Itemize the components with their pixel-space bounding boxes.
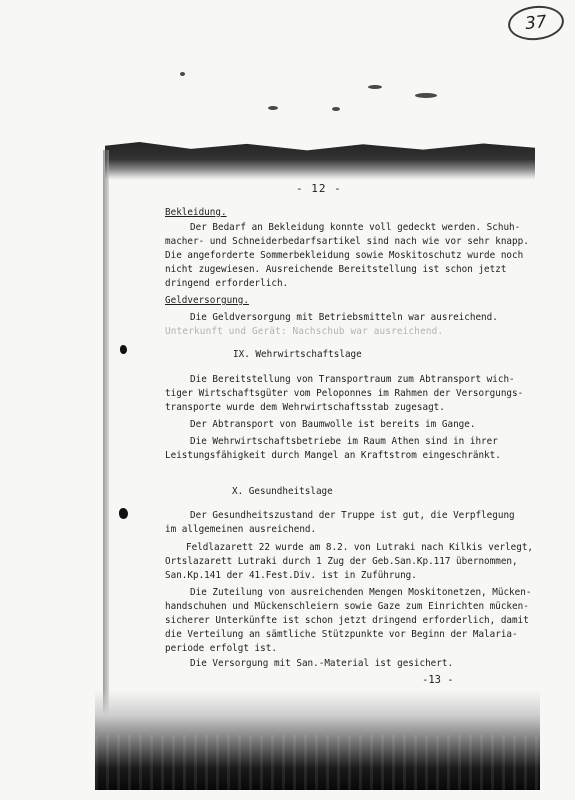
next-page-marker: -13 - bbox=[422, 674, 454, 686]
text-line: Die Versorgung mit San.-Material ist gesichert. bbox=[190, 658, 454, 669]
speck bbox=[268, 106, 278, 110]
text-line: im allgemeinen ausreichend. bbox=[165, 524, 317, 535]
scan-streaks bbox=[95, 735, 540, 790]
text-line: Die angeforderte Sommerbekleidung sowie Moskitoschutz wurde noch bbox=[165, 250, 524, 261]
text-line: handschuhen und Mückenschleiern sowie Gaze zum Einrichten mücken- bbox=[165, 601, 529, 612]
text-line: nicht zugewiesen. Ausreichende Bereitstellung ist schon jetzt bbox=[165, 264, 507, 275]
text-line: transporte wurde dem Wehrwirtschaftsstab zugesagt. bbox=[165, 402, 445, 413]
text-line: die Verteilung an sämtliche Stützpunkte vor Beginn der Malaria- bbox=[165, 629, 518, 640]
speck bbox=[368, 85, 382, 89]
heading-gesundheitslage: X. Gesundheitslage bbox=[232, 486, 333, 497]
text-line: Die Wehrwirtschaftsbetriebe im Raum Athen sind in ihrer bbox=[190, 436, 498, 447]
text-line: macher- und Schneiderbedarfsartikel sind nach wie vor sehr knapp. bbox=[165, 236, 529, 247]
faint-text-line: Unterkunft und Gerät: Nachschub war ausreichend. bbox=[165, 326, 444, 337]
page-number: - 12 - bbox=[296, 182, 342, 195]
text-line: Feldlazarett 22 wurde am 8.2. von Lutraki nach Kilkis verlegt, bbox=[186, 542, 534, 553]
text-line: dringend erforderlich. bbox=[165, 278, 289, 289]
ink-blot bbox=[119, 508, 128, 519]
text-line: tiger Wirtschaftsgüter vom Peloponnes im Rahmen der Versorgungs- bbox=[165, 388, 524, 399]
text-line: Die Geldversorgung mit Betriebsmitteln war ausreichend. bbox=[190, 312, 498, 323]
heading-geldversorgung: Geldversorgung. bbox=[165, 295, 249, 306]
scan-edge-left bbox=[103, 150, 109, 760]
text-line: San.Kp.141 der 41.Fest.Div. ist in Zuführung. bbox=[165, 570, 417, 581]
text-line: Leistungsfähigkeit durch Mangel an Kraftstrom eingeschränkt. bbox=[165, 450, 501, 461]
speck bbox=[332, 107, 340, 111]
text-line: Der Abtransport von Baumwolle ist bereits im Gange. bbox=[190, 419, 476, 430]
archive-number-stamp bbox=[506, 3, 565, 43]
archive-number: 37 bbox=[524, 11, 548, 35]
scan-shadow-top bbox=[105, 142, 535, 180]
ink-blot bbox=[120, 345, 127, 354]
text-line: Ortslazarett Lutraki durch 1 Zug der Geb.San.Kp.117 übernommen, bbox=[165, 556, 518, 567]
text-line: sicherer Unterkünfte ist schon jetzt dringend erforderlich, damit bbox=[165, 615, 529, 626]
speck bbox=[180, 72, 185, 76]
text-line: Die Zuteilung von ausreichenden Mengen Moskitonetzen, Mücken- bbox=[190, 587, 532, 598]
heading-bekleidung: Bekleidung. bbox=[165, 207, 227, 218]
heading-wehrwirtschaftslage: IX. Wehrwirtschaftslage bbox=[233, 349, 362, 360]
text-line: Der Gesundheitszustand der Truppe ist gut, die Verpflegung bbox=[190, 510, 515, 521]
text-line: periode erfolgt ist. bbox=[165, 643, 277, 654]
text-line: Die Bereitstellung von Transportraum zum Abtransport wich- bbox=[190, 374, 515, 385]
text-line: Der Bedarf an Bekleidung konnte voll gedeckt werden. Schuh- bbox=[190, 222, 521, 233]
speck bbox=[415, 93, 437, 98]
